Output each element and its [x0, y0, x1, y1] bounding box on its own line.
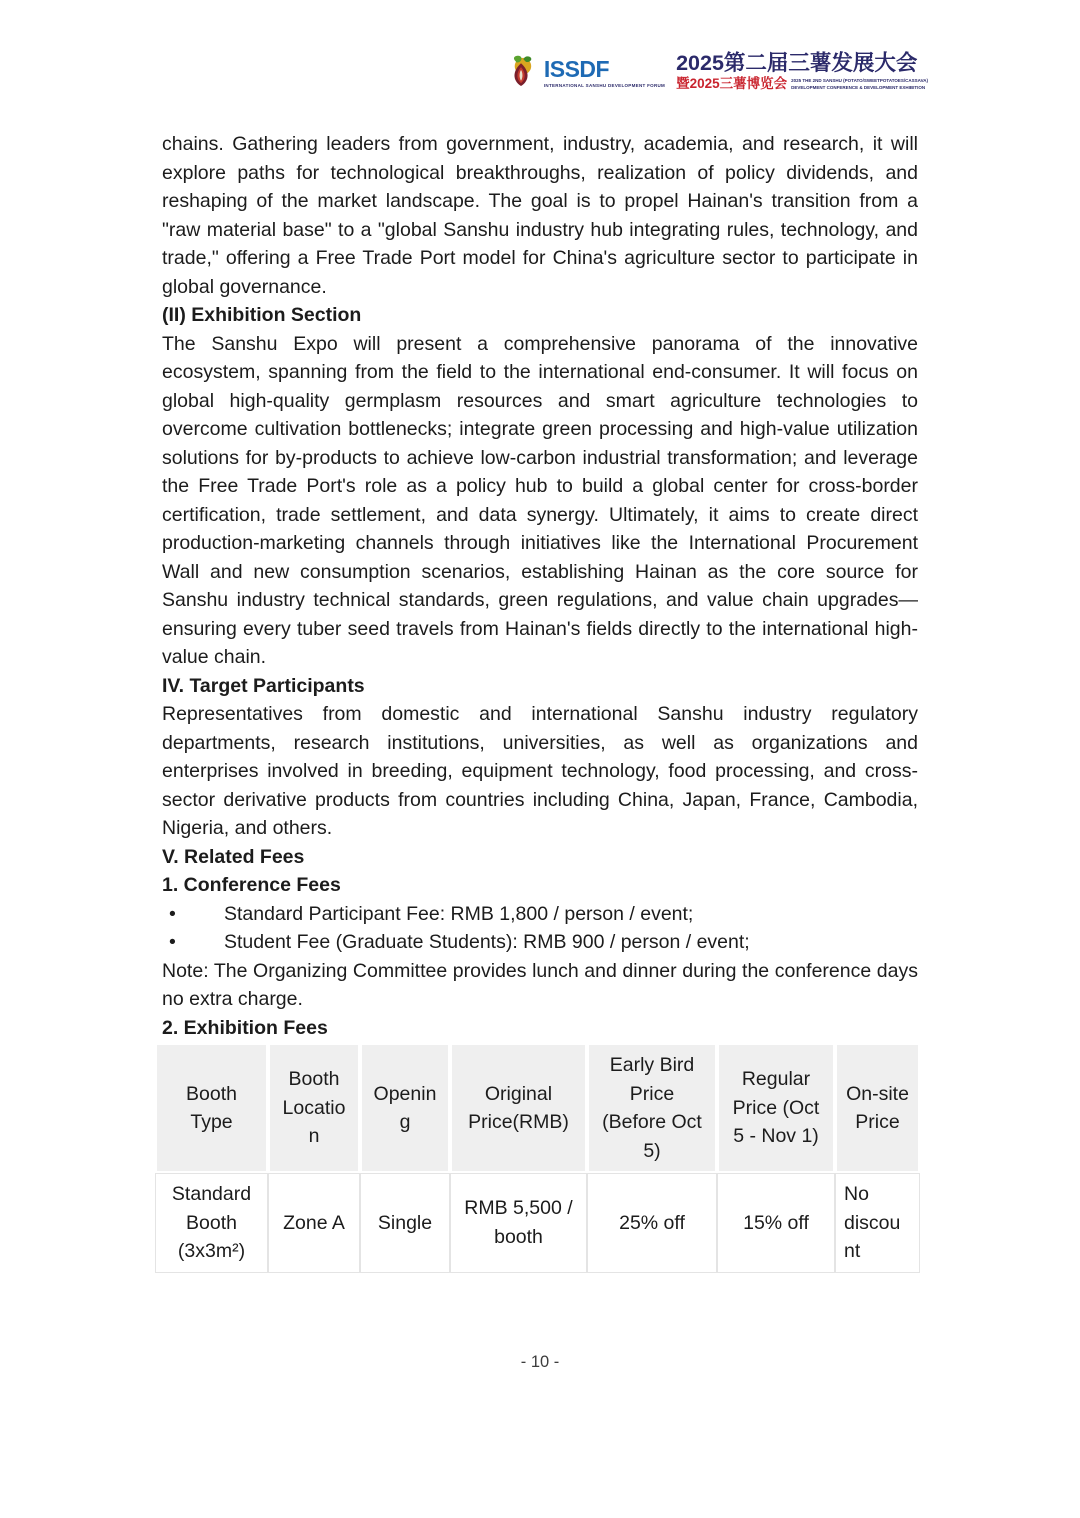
event-subtitle-english-line2: DEVELOPMENT CONFERENCE & DEVELOPMENT EXHIBITION	[791, 84, 926, 90]
list-item-text: Standard Participant Fee: RMB 1,800 / person / event;	[224, 902, 694, 925]
cell-booth-type: Standard Booth (3x3m²)	[155, 1173, 268, 1273]
cell-early-bird-price: 25% off	[587, 1173, 717, 1273]
event-subtitle-row	[676, 77, 928, 92]
paragraph-note: Note: The Organizing Committee provides lunch and dinner during the conference days no extra charge.	[162, 959, 918, 1010]
paragraph-exhibition-section: The Sanshu Expo will present a comprehensive panorama of the innovative ecosystem, spanning from the field to the international end-consumer. It will focus on global high-quality germplasm resources and smart agriculture technologies to overcome cultivation bottlenecks; integrate green processing and high-value utilization solutions for by-products to achieve low-carbon industrial transformation; and leverage the Free Trade Port's role as a policy hub to build a global center for cross-border certification, trade settlement, and data synergy. Ultimately, it aims to create direct production-marketing channels through initiatives like the International Procurement Wall and new consumption scenarios, establishing Hainan as the core source for Sanshu industry technical standards, green regulations, and value chain upgrades—ensuring every tuber seed travels from Hainan's fields directly to the international high-value chain.	[162, 332, 918, 668]
exhibition-fees-table	[155, 1043, 920, 1273]
cell-booth-location: Zone A	[268, 1173, 360, 1273]
cell-opening: Single	[360, 1173, 450, 1273]
logo-acronym-subtext: INTERNATIONAL SANSHU DEVELOPMENT FORUM	[543, 83, 666, 88]
page-header	[506, 52, 928, 91]
paragraph-target-participants: Representatives from domestic and international Sanshu industry regulatory departments, research institutions, universities, as well as organizations and enterprises involved in breeding, equipment technology, food processing, and cross-sector derivative products from countries including China, Japan, France, Cambodia, Nigeria, and others.	[162, 703, 918, 839]
column-header-booth-type: Booth Type	[155, 1043, 268, 1173]
event-subtitle-chinese: 暨2025三薯博览会	[676, 75, 788, 91]
event-title-block	[676, 52, 928, 91]
cell-original-price: RMB 5,500 / booth	[450, 1173, 587, 1273]
heading-conference-fees: 1. Conference Fees	[162, 874, 341, 896]
column-header-booth-location: Booth Location	[268, 1043, 360, 1173]
list-item-standard-fee	[162, 900, 918, 929]
event-title-chinese: 2025第二届三薯发展大会	[676, 51, 918, 75]
paragraph-conference-continuation: chains. Gathering leaders from government, industry, academia, and research, it will explore paths for technological breakthroughs, realization of policy dividends, and reshaping of the market landscape. The goal is to propel Hainan's transition from a "raw material base" to a "global Sanshu industry hub integrating rules, technology, and trade," offering a Free Trade Port model for China's agriculture sector to participate in global governance.	[162, 133, 918, 298]
event-logo	[506, 52, 928, 91]
cell-regular-price: 15% off	[717, 1173, 835, 1273]
table-header-row	[155, 1043, 920, 1173]
list-item-text: Student Fee (Graduate Students): RMB 900 / person / event;	[224, 931, 750, 953]
column-header-opening: Opening	[360, 1043, 450, 1173]
logo-emblem-icon	[506, 54, 537, 88]
column-header-early-bird-price: Early Bird Price (Before Oct 5)	[587, 1043, 717, 1173]
list-item-student-fee	[162, 928, 918, 957]
heading-target-participants: IV. Target Participants	[162, 674, 365, 697]
event-subtitle-english-line1: 2025 THE 2ND SANSHU (POTATO/SWEETPOTATOES/CASSAVA)	[791, 77, 928, 83]
column-header-regular-price: Regular Price (Oct 5 - Nov 1)	[717, 1043, 835, 1173]
cell-onsite-price: No discount	[835, 1173, 920, 1273]
table-row	[155, 1173, 920, 1273]
column-header-original-price: Original Price(RMB)	[450, 1043, 587, 1173]
logo-acronym: ISSDF	[543, 56, 610, 82]
column-header-onsite-price: On-site Price	[835, 1043, 920, 1173]
event-subtitle-english	[791, 78, 928, 92]
logo-text-block	[544, 58, 665, 91]
heading-exhibition-fees: 2. Exhibition Fees	[162, 1016, 328, 1039]
page-number: - 10 -	[520, 1352, 560, 1371]
document-body	[162, 130, 918, 1372]
bullet-icon: •	[169, 931, 176, 953]
bullet-icon: •	[169, 902, 176, 925]
heading-exhibition-section: (II) Exhibition Section	[162, 304, 362, 326]
heading-related-fees: V. Related Fees	[162, 845, 305, 868]
